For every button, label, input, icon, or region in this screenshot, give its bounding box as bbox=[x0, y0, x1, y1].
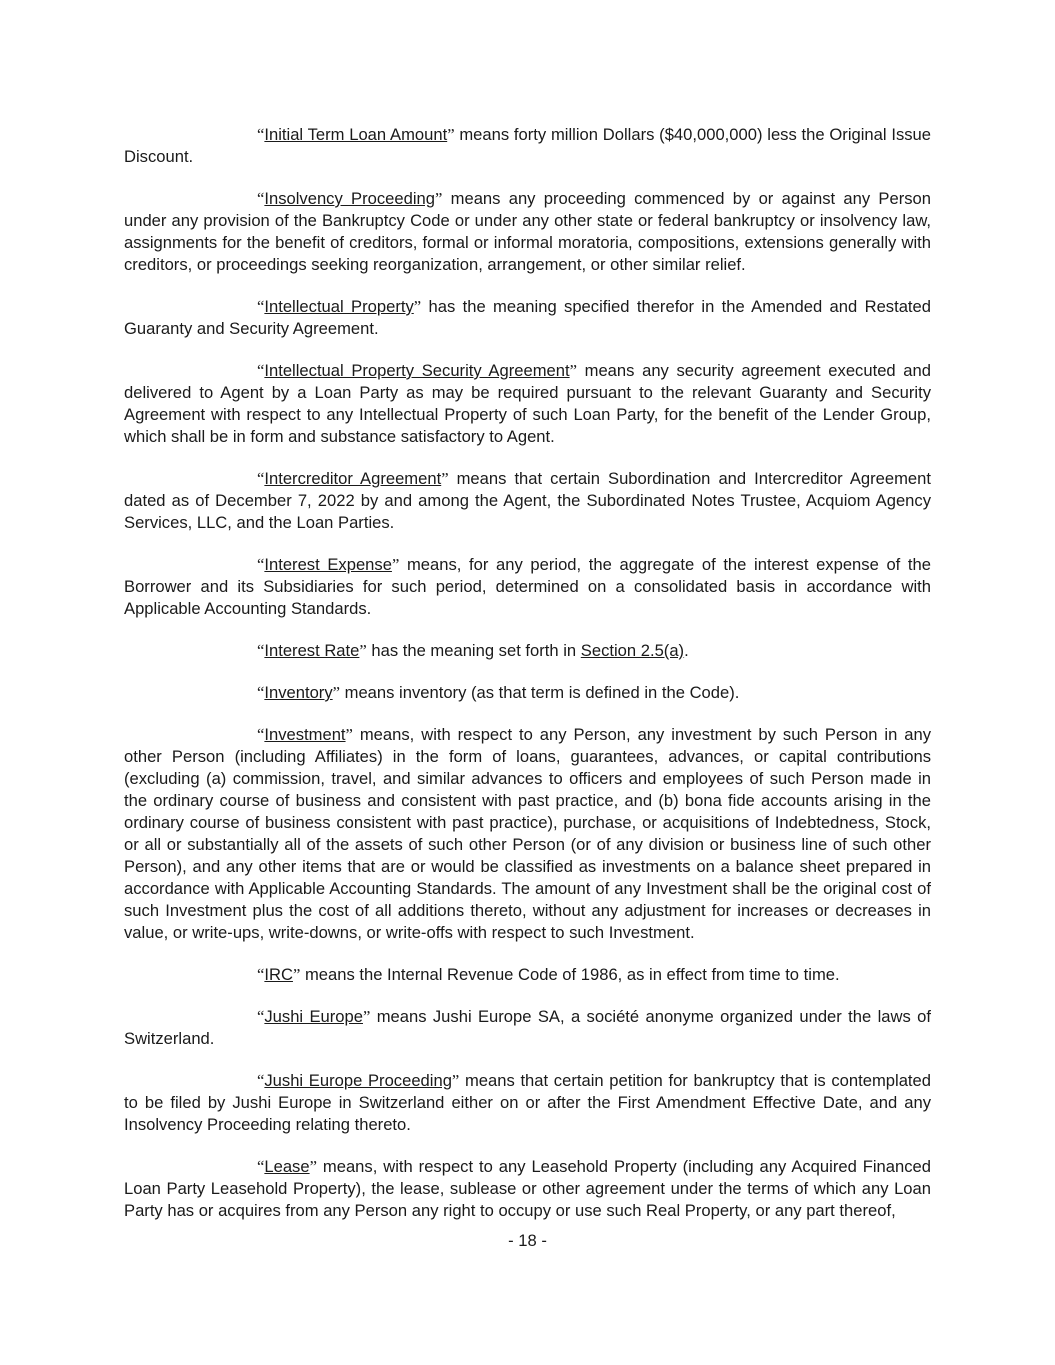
definition-text: means the Internal Revenue Code of 1986, as in effect from time to time. bbox=[300, 965, 840, 984]
defined-term: Interest Rate bbox=[264, 641, 360, 660]
definition-text: has the meaning set forth in bbox=[366, 641, 581, 660]
definition-insolvency-proceeding: “Insolvency Proceeding” means any proceeding commenced by or against any Person under any provision of the Bankruptcy Code or under any other state or federal bankruptcy or insolvency law, assignments for the benefit of creditors, formal or informal moratoria, compositions, extensions generally with creditors, or proceedings seeking reorganization, arrangement, or other similar relief. bbox=[124, 189, 931, 274]
definition-text: means any security agreement executed and delivered to Agent by a Loan Party as may be required pursuant to the relevant Guaranty and Security Agreement with respect to any Intellectual Property of such Loan Party, for the benefit of the Lender Group, which shall be in form and substance satisfactory to Agent. bbox=[124, 361, 931, 446]
definition-text: means any proceeding commenced by or against any Person under any provision of the Bankruptcy Code or under any other state or federal bankruptcy or insolvency law, assignments for the benefit of creditors, formal or informal moratoria, compositions, extensions generally with creditors, or proceedings seeking reorganization, arrangement, or other similar relief. bbox=[124, 189, 931, 274]
page-number: - 18 - bbox=[508, 1231, 547, 1250]
defined-term: IRC bbox=[264, 965, 293, 984]
definition-interest-rate: “Interest Rate” has the meaning set forth in Section 2.5(a). bbox=[257, 641, 689, 660]
section-reference: Section 2.5(a) bbox=[580, 641, 685, 660]
defined-term: Initial Term Loan Amount bbox=[264, 125, 448, 144]
definition-interest-expense: “Interest Expense” means, for any period, the aggregate of the interest expense of the Borrower and its Subsidiaries for such period, determined on a consolidated basis in accordance with Applicable Accounting Standards. bbox=[124, 555, 931, 618]
definition-investment: “Investment” means, with respect to any Person, any investment by such Person in any other Person (including Affiliates) in the form of loans, guarantees, advances, or capital contributions (excluding (a) commission, travel, and similar advances to officers and employees of such Person made in the ordinary course of business and consistent with past practice, and (b) bona fide accounts arising in the ordinary course of business consistent with past practice), purchase, or acquisitions of Indebtedness, Stock, or all or substantially all of the assets of such other Person (or of any division or business line of such other Person), and any other items that are or would be classified as investments on a balance sheet prepared in accordance with Applicable Accounting Standards. The amount of any Investment shall be the original cost of such Investment plus the cost of all additions thereto, without any adjustment for increases or decreases in value, or write-ups, write-downs, or write-offs with respect to such Investment. bbox=[124, 725, 931, 942]
defined-term: Insolvency Proceeding bbox=[264, 189, 435, 208]
defined-term: Intellectual Property Security Agreement bbox=[264, 361, 570, 380]
definition-text: means Jushi Europe SA, a société anonyme organized under the laws of Switzerland. bbox=[124, 1007, 931, 1048]
defined-term: Jushi Europe Proceeding bbox=[264, 1071, 452, 1090]
defined-term: Intercreditor Agreement bbox=[264, 469, 442, 488]
defined-term: Jushi Europe bbox=[264, 1007, 363, 1026]
definition-lease: “Lease” means, with respect to any Leasehold Property (including any Acquired Financed Loan Party Leasehold Property), the lease, sublease or other agreement under the terms of which any Loan Party has or acquires from any Person any right to occupy or use such Real Property, or any part thereof, bbox=[124, 1157, 931, 1220]
definition-text: means that certain petition for bankruptcy that is contemplated to be filed by Jushi Europe in Switzerland either on or after the First Amendment Effective Date, and any Insolvency Proceeding relating thereto. bbox=[124, 1071, 931, 1134]
document-body bbox=[124, 124, 931, 1222]
definition-text: means forty million Dollars ($40,000,000) less the Original Issue Discount. bbox=[124, 125, 931, 166]
definition-intercreditor-agreement: “Intercreditor Agreement” means that certain Subordination and Intercreditor Agreement dated as of December 7, 2022 by and among the Agent, the Subordinated Notes Trustee, Acquiom Agency Services, LLC, and the Loan Parties. bbox=[124, 469, 931, 532]
definition-text: means that certain Subordination and Intercreditor Agreement dated as of December 7, 2022 by and among the Agent, the Subordinated Notes Trustee, Acquiom Agency Services, LLC, and the Loan Parties. bbox=[124, 469, 931, 532]
definition-inventory: “Inventory” means inventory (as that term is defined in the Code). bbox=[257, 683, 740, 702]
definition-text-end: . bbox=[684, 641, 689, 660]
definition-text: has the meaning specified therefor in the Amended and Restated Guaranty and Security Agreement. bbox=[124, 297, 932, 338]
definition-initial-term-loan-amount: “Initial Term Loan Amount” means forty million Dollars ($40,000,000) less the Original Issue Discount. bbox=[124, 125, 931, 166]
definition-jushi-europe-proceeding: “Jushi Europe Proceeding” means that certain petition for bankruptcy that is contemplated to be filed by Jushi Europe in Switzerland either on or after the First Amendment Effective Date, and any Insolvency Proceeding relating thereto. bbox=[124, 1071, 931, 1134]
definition-text: means, for any period, the aggregate of the interest expense of the Borrower and its Subsidiaries for such period, determined on a consolidated basis in accordance with Applicable Accounting Standards. bbox=[124, 555, 931, 618]
defined-term: Lease bbox=[264, 1157, 310, 1176]
defined-term: Inventory bbox=[264, 683, 333, 702]
defined-term: Interest Expense bbox=[264, 555, 392, 574]
definition-jushi-europe: “Jushi Europe” means Jushi Europe SA, a société anonyme organized under the laws of Switzerland. bbox=[124, 1007, 931, 1048]
definition-text: means, with respect to any Leasehold Property (including any Acquired Financed Loan Party Leasehold Property), the lease, sublease or other agreement under the terms of which any Loan Party has or acquires from any Person any right to occupy or use such Real Property, or any part thereof, bbox=[124, 1157, 931, 1220]
defined-term: Investment bbox=[264, 725, 346, 744]
definition-text: means, with respect to any Person, any investment by such Person in any other Person (including Affiliates) in the form of loans, guarantees, advances, or capital contributions (excluding (a) commission, travel, and similar advances to officers and employees of such Person made in the ordinary course of business and consistent with past practice, and (b) bona fide accounts arising in the ordinary course of business consistent with past practice), purchase, or acquisitions of Indebtedness, Stock, or all or substantially all of the assets of such other Person (or of any division or business line of such other Person), and any other items that are or would be classified as investments on a balance sheet prepared in accordance with Applicable Accounting Standards. The amount of any Investment shall be the original cost of such Investment plus the cost of all additions thereto, without any adjustment for increases or decreases in value, or write-ups, write-downs, or write-offs with respect to such Investment. bbox=[124, 725, 931, 942]
definition-text: means inventory (as that term is defined in the Code). bbox=[340, 683, 740, 702]
definition-irc: “IRC” means the Internal Revenue Code of 1986, as in effect from time to time. bbox=[257, 965, 840, 984]
definition-ip-security-agreement: “Intellectual Property Security Agreement” means any security agreement executed and delivered to Agent by a Loan Party as may be required pursuant to the relevant Guaranty and Security Agreement with respect to any Intellectual Property of such Loan Party, for the benefit of the Lender Group, which shall be in form and substance satisfactory to Agent. bbox=[124, 361, 931, 446]
defined-term: Intellectual Property bbox=[264, 297, 414, 316]
definition-intellectual-property: “Intellectual Property” has the meaning specified therefor in the Amended and Restated Guaranty and Security Agreement. bbox=[124, 297, 932, 338]
